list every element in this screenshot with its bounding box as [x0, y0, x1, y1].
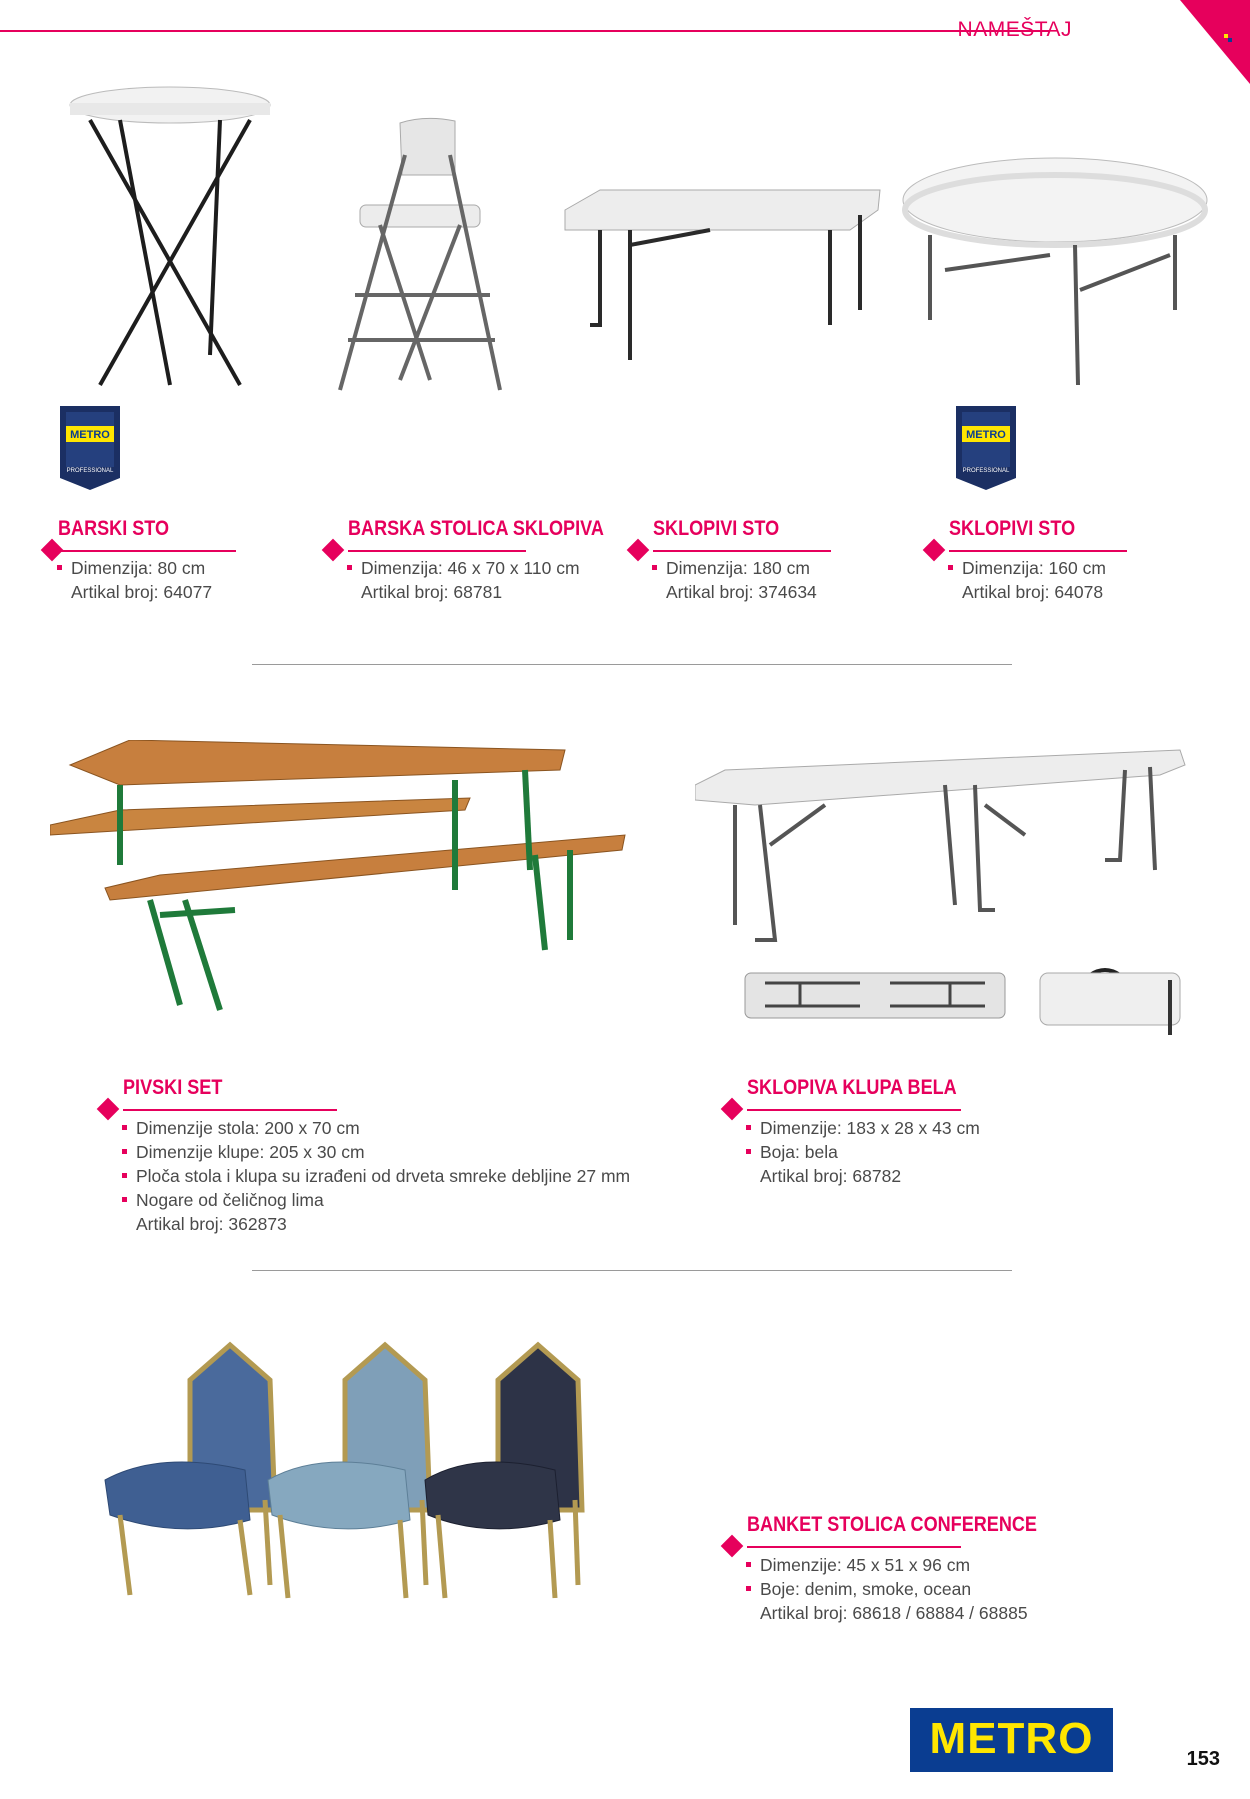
chair-ocean: [425, 1345, 582, 1598]
title-rule: [747, 1109, 961, 1111]
separator: [252, 1270, 1012, 1271]
corner-tab: [1180, 0, 1250, 84]
spec-line: Artikal broj: 68618 / 68884 / 68885: [760, 1603, 1028, 1623]
diamond-marker: [322, 539, 345, 562]
spec-line: Dimenzije: 45 x 51 x 96 cm: [746, 1553, 1028, 1577]
spec-line: Artikal broj: 374634: [666, 582, 817, 602]
folded-bench-closed-image: [1035, 965, 1185, 1040]
spec-line: Dimenzije: 183 x 28 x 43 cm: [746, 1116, 980, 1140]
spec-line: Dimenzija: 180 cm: [652, 556, 817, 580]
chair-smoke: [268, 1345, 430, 1598]
spec-line: Dimenzija: 160 cm: [948, 556, 1106, 580]
spec-line: Ploča stola i klupa su izrađeni od drveta smreke debljine 27 mm: [122, 1164, 630, 1188]
spec-line: Nogare od čeličnog lima: [122, 1188, 630, 1212]
separator: [252, 664, 1012, 665]
section-title: NAMEŠTAJ: [957, 18, 1072, 41]
diamond-marker: [627, 539, 650, 562]
metro-professional-badge-2: [956, 406, 1016, 490]
product-specs: [652, 556, 817, 604]
spec-line: Boje: denim, smoke, ocean: [746, 1577, 1028, 1601]
spec-line: Artikal broj: 362873: [136, 1214, 287, 1234]
product-specs: [948, 556, 1106, 604]
page-number: 153: [1186, 1748, 1220, 1770]
spec-line: Artikal broj: 64077: [71, 582, 213, 602]
beer-set-image: [50, 740, 630, 1015]
spec-line: Artikal broj: 68782: [760, 1166, 902, 1186]
bar-table-image: [60, 85, 280, 395]
spec-line: Dimenzije klupe: 205 x 30 cm: [122, 1140, 630, 1164]
badge-line: PROFESSIONAL: [66, 468, 114, 474]
diamond-marker: [721, 1535, 744, 1558]
badge-brand: METRO: [70, 429, 110, 441]
title-rule: [653, 550, 831, 552]
metro-logo-text: METRO: [929, 1714, 1094, 1763]
title-rule: [123, 1109, 337, 1111]
title-rule: [58, 550, 236, 552]
banquet-chairs-image: [100, 1340, 590, 1605]
product-specs: [746, 1116, 980, 1188]
title-rule: [348, 550, 526, 552]
diamond-marker: [923, 539, 946, 562]
folded-bench-open-image: [740, 968, 1010, 1023]
title-rule: [747, 1546, 961, 1548]
product-title-sklopivi-sto-180: SKLOPIVI STO: [653, 517, 780, 540]
product-specs: [746, 1553, 1028, 1625]
header-rule: [0, 30, 1050, 32]
product-title-barska-stolica: BARSKA STOLICA SKLOPIVA: [348, 517, 604, 540]
folding-table-180-image: [560, 185, 885, 370]
spec-line: Dimenzije stola: 200 x 70 cm: [122, 1116, 630, 1140]
bar-stool-image: [330, 115, 510, 395]
product-specs: [57, 556, 212, 604]
product-specs: [347, 556, 580, 604]
badge-brand: METRO: [966, 429, 1006, 441]
product-title-sklopivi-sto-160: SKLOPIVI STO: [949, 517, 1076, 540]
product-title-sklopiva-klupa: SKLOPIVA KLUPA BELA: [747, 1076, 957, 1099]
spec-line: Boja: bela: [746, 1140, 980, 1164]
product-title-barski-sto: BARSKI STO: [58, 517, 170, 540]
title-rule: [949, 550, 1127, 552]
product-title-pivski-set: PIVSKI SET: [123, 1076, 223, 1099]
chair-denim: [105, 1345, 275, 1595]
diamond-marker: [97, 1098, 120, 1121]
diamond-marker: [721, 1098, 744, 1121]
badge-line: PROFESSIONAL: [962, 468, 1010, 474]
folding-bench-image: [695, 745, 1190, 945]
spec-line: Artikal broj: 64078: [962, 582, 1104, 602]
spec-line: Artikal broj: 68781: [361, 582, 503, 602]
metro-professional-badge: [60, 406, 120, 490]
product-title-banket-stolica: BANKET STOLICA CONFERENCE: [747, 1513, 1037, 1536]
spec-line: Dimenzija: 46 x 70 x 110 cm: [347, 556, 580, 580]
metro-logo: [910, 1708, 1113, 1772]
product-specs: [122, 1116, 630, 1236]
round-folding-table-image: [900, 155, 1210, 390]
spec-line: Dimenzija: 80 cm: [57, 556, 212, 580]
